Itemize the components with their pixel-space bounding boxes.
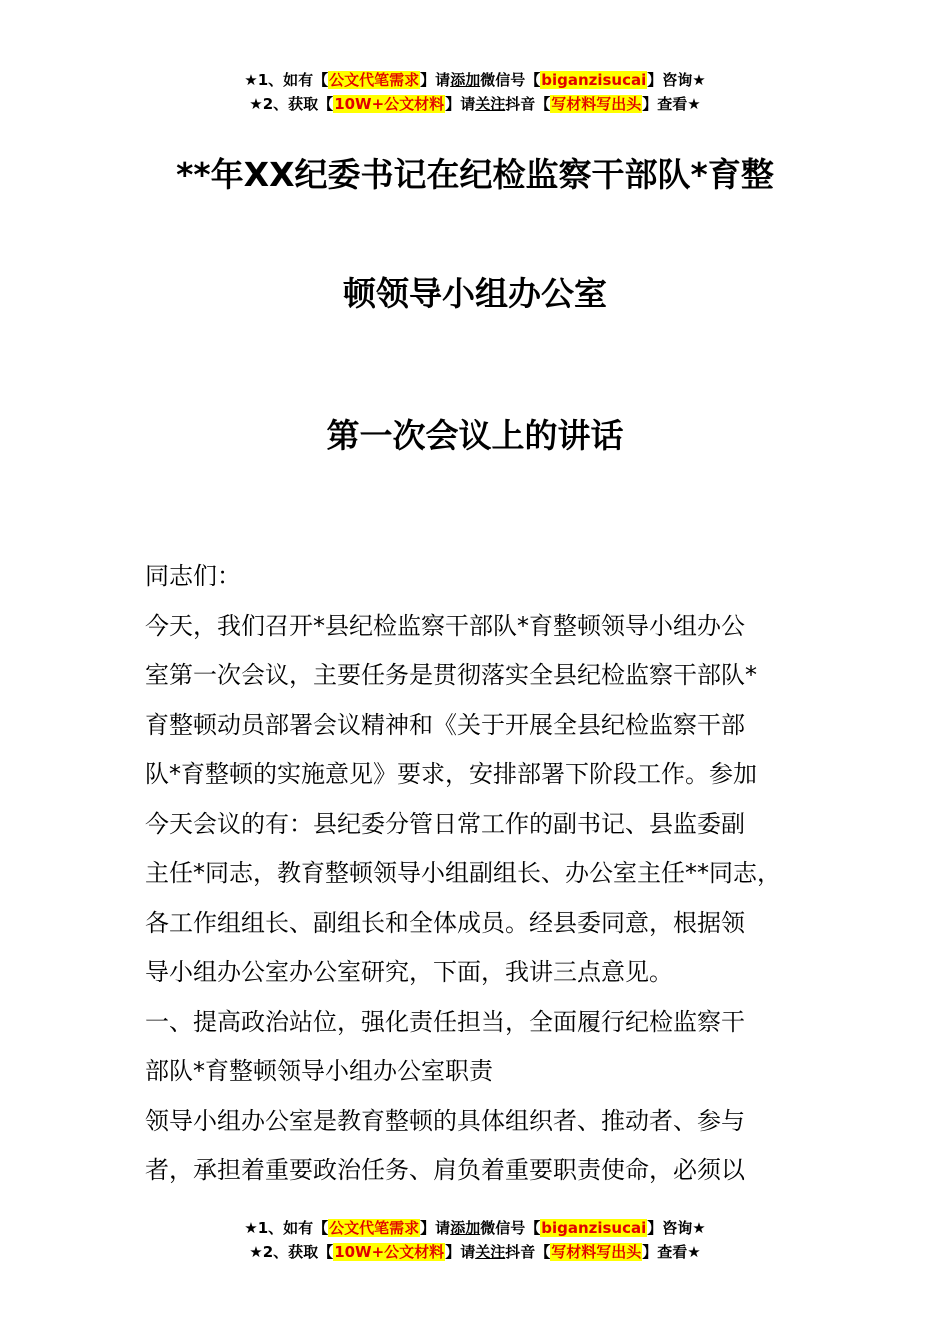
banner-text: 】查看★: [642, 95, 701, 113]
banner-text: 抖音【: [505, 95, 551, 113]
banner-text: 】咨询★: [647, 1219, 706, 1237]
banner-text: 抖音【: [505, 1243, 551, 1261]
highlight-materials: 10W+公文材料: [334, 1243, 445, 1261]
body-line: 主任*同志，教育整顿领导小组副组长、办公室主任**同志，: [145, 859, 781, 887]
section-heading: 部队*育整顿领导小组办公室职责: [145, 1057, 493, 1085]
body-line: 育整顿动员部署会议精神和《关于开展全县纪检监察干部: [145, 710, 745, 739]
banner-text: 】请: [445, 95, 476, 113]
body-line: 今天会议的有：县纪委分管日常工作的副书记、县监委副: [145, 809, 745, 838]
banner-text: 】请: [420, 1219, 451, 1237]
banner-text: 微信号【: [480, 71, 541, 89]
body-line: 各工作组组长、副组长和全体成员。经县委同意，根据领: [145, 908, 745, 937]
underlined-add: 添加: [450, 71, 481, 89]
body-line: 者，承担着重要政治任务、肩负着重要职责使命，必须以: [145, 1156, 745, 1184]
highlight-ghostwriting: 公文代笔需求: [329, 1219, 420, 1237]
banner-text: 】请: [420, 71, 451, 89]
body-line: 领导小组办公室是教育整顿的具体组织者、推动者、参与: [145, 1106, 745, 1135]
body-line: 今天，我们召开*县纪检监察干部队*育整顿领导小组办公: [145, 611, 745, 640]
underlined-follow: 关注: [475, 95, 506, 113]
highlight-wechat-id: biganzisucai: [541, 1219, 647, 1237]
highlight-materials: 10W+公文材料: [334, 95, 445, 113]
section-heading: 一、提高政治站位，强化责任担当，全面履行纪检监察干: [145, 1007, 745, 1036]
body-line: 室第一次会议，主要任务是贯彻落实全县纪检监察干部队*: [145, 661, 757, 689]
title-line-1: **年XX纪委书记在纪检监察干部队*育整: [176, 155, 774, 194]
underlined-add: 添加: [450, 1219, 481, 1237]
title-line-3: 第一次会议上的讲话: [326, 416, 624, 455]
banner-text: ★1、如有【: [244, 1219, 329, 1237]
body-line: 导小组办公室办公室研究，下面，我讲三点意见。: [145, 958, 673, 986]
highlight-douyin-account: 写材料写出头: [551, 1243, 642, 1261]
body-line: 队*育整顿的实施意见》要求，安排部署下阶段工作。参加: [145, 760, 757, 788]
underlined-follow: 关注: [475, 1243, 506, 1261]
highlight-douyin-account: 写材料写出头: [551, 95, 642, 113]
title-line-2: 顿领导小组办公室: [343, 274, 607, 313]
banner-text: 】查看★: [642, 1243, 701, 1261]
bottom-banner: [0, 1216, 950, 1264]
body-line: 同志们：: [145, 562, 241, 590]
banner-text: ★2、获取【: [249, 1243, 334, 1261]
banner-line-2: [0, 1240, 950, 1264]
top-banner: [0, 68, 950, 116]
banner-text: 微信号【: [480, 1219, 541, 1237]
banner-text: ★1、如有【: [244, 71, 329, 89]
banner-line-1: [0, 68, 950, 92]
banner-text: ★2、获取【: [249, 95, 334, 113]
speech-body: [145, 552, 835, 1196]
banner-line-2: [0, 92, 950, 116]
banner-line-1: [0, 1216, 950, 1240]
highlight-ghostwriting: 公文代笔需求: [329, 71, 420, 89]
banner-text: 】咨询★: [647, 71, 706, 89]
banner-text: 】请: [445, 1243, 476, 1261]
highlight-wechat-id: biganzisucai: [541, 71, 647, 89]
